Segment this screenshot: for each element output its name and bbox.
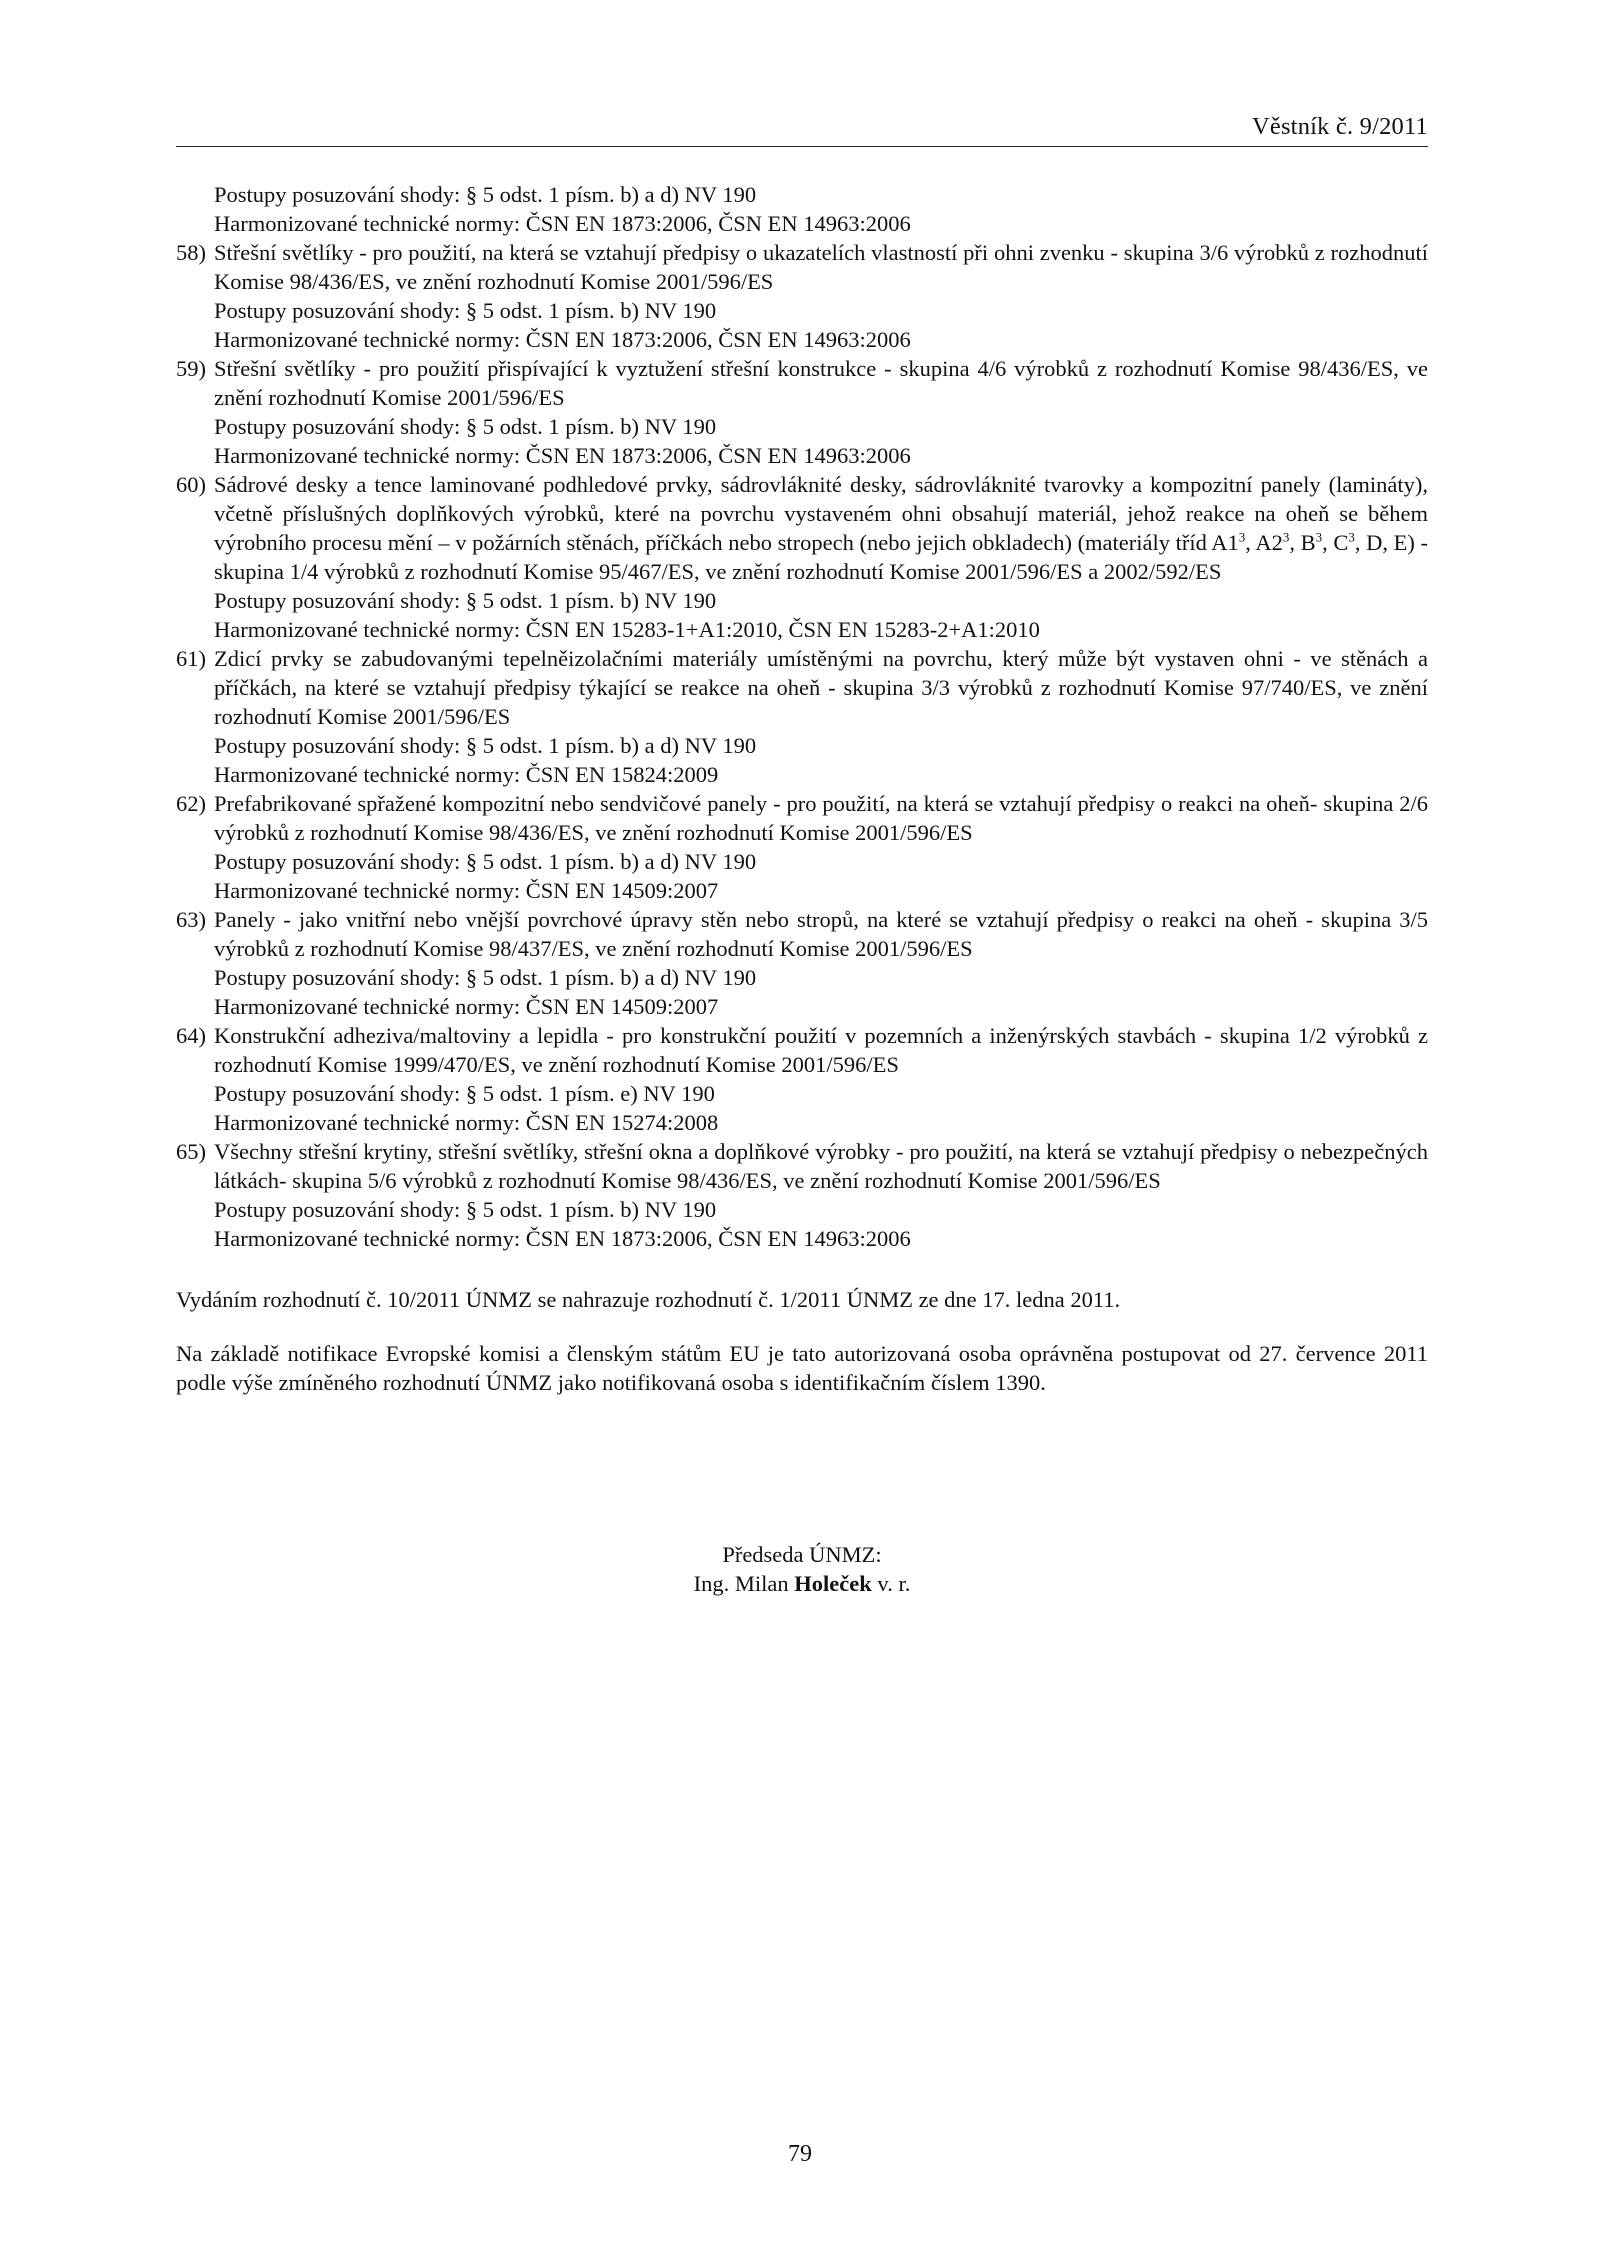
page-number: 79: [788, 2141, 812, 2167]
item-text: Všechny střešní krytiny, střešní světlíky, střešní okna a doplňkové výrobky - pro použití, na která se vztahují předpisy o nebezpečných látkách- skupina 5/6 výrobků z rozhodnutí Komise 98/436/ES, ve znění rozhodnutí Komise 2001/596/ES: [214, 1139, 1428, 1193]
item-text: Zdicí prvky se zabudovanými tepelněizolačními materiály umístěnými na povrchu, který může být vystaven ohni - ve stěnách a příčkách, na které se vztahují předpisy týkající se reakce na oheň - skupina 3/3 výrobků z rozhodnutí Komise 97/740/ES, ve znění rozhodnutí Komise 2001/596/ES: [214, 646, 1428, 729]
item-text: [214, 470, 1428, 586]
document-body: [176, 180, 1428, 1397]
signature-surname: Holeček: [794, 1571, 872, 1596]
item-number: 59): [176, 356, 206, 381]
signature-name: [176, 1569, 1428, 1598]
item-number: 60): [176, 472, 206, 497]
item-text-part: , A2: [1245, 530, 1283, 555]
item-text-part: , B: [1289, 530, 1316, 555]
norms-line: Harmonizované technické normy: ČSN EN 1873:2006, ČSN EN 14963:2006: [214, 327, 911, 352]
item-text-part: Sádrové desky a tence laminované podhledové prvky, sádrovláknité desky, sádrovláknité tvarovky a kompozitní panely (lamináty), včetně příslušných doplňkových výrobků, které na povrchu vystaveném ohni obsahují materiál, jehož reakce na oheň se během výrobního procesu mění – v požárních stěnách, příčkách nebo stropech (nebo jejich obkladech) (materiály tříd A1: [214, 472, 1428, 555]
signature-suffix: v. r.: [871, 1571, 911, 1596]
item-text: Střešní světlíky - pro použití, na která se vztahují předpisy o ukazatelích vlastností při ohni zvenku - skupina 3/6 výrobků z rozhodnutí Komise 98/436/ES, ve znění rozhodnutí Komise 2001/596/ES: [214, 240, 1428, 294]
norms-line: Harmonizované technické normy: ČSN EN 14509:2007: [214, 878, 719, 903]
superscript: 3: [1238, 529, 1246, 545]
superscript: 3: [1282, 529, 1290, 545]
superscript: 3: [1348, 529, 1355, 545]
norms-line: Harmonizované technické normy: ČSN EN 1873:2006, ČSN EN 14963:2006: [214, 211, 911, 236]
item-number: 61): [176, 646, 206, 671]
notification-paragraph: Na základě notifikace Evropské komisi a členským státům EU je tato autorizovaná osoba oprávněna postupovat od 27. července 2011 podle výše zmíněného rozhodnutí ÚNMZ jako notifikovaná osoba s identifikačním číslem 1390.: [176, 1341, 1428, 1395]
list-item-64: [176, 1021, 1428, 1079]
item-text: Panely - jako vnitřní nebo vnější povrchové úpravy stěn nebo stropů, na které se vztahují předpisy o reakci na oheň - skupina 3/5 výrobků z rozhodnutí Komise 98/437/ES, ve znění rozhodnutí Komise 2001/596/ES: [214, 907, 1428, 961]
assessment-line: Postupy posuzování shody: § 5 odst. 1 písm. b) NV 190: [214, 414, 717, 439]
assessment-line: Postupy posuzování shody: § 5 odst. 1 písm. b) NV 190: [214, 1197, 717, 1222]
assessment-line: Postupy posuzování shody: § 5 odst. 1 písm. b) NV 190: [214, 298, 717, 323]
list-item-62: [176, 789, 1428, 847]
norms-line: Harmonizované technické normy: ČSN EN 1873:2006, ČSN EN 14963:2006: [214, 443, 911, 468]
item-number: 62): [176, 791, 206, 816]
assessment-line: Postupy posuzování shody: § 5 odst. 1 písm. e) NV 190: [214, 1081, 715, 1106]
norms-line: Harmonizované technické normy: ČSN EN 1873:2006, ČSN EN 14963:2006: [214, 1226, 911, 1251]
page-header: [176, 108, 1428, 147]
list-item-59: [176, 354, 1428, 412]
superscript: 3: [1315, 529, 1323, 545]
item-number: 64): [176, 1023, 206, 1048]
assessment-line: Postupy posuzování shody: § 5 odst. 1 písm. b) a d) NV 190: [214, 965, 757, 990]
item-text-part: , C: [1322, 530, 1349, 555]
norms-line: Harmonizované technické normy: ČSN EN 15274:2008: [214, 1110, 719, 1135]
assessment-line: Postupy posuzování shody: § 5 odst. 1 písm. b) a d) NV 190: [214, 733, 757, 758]
item-text: Konstrukční adheziva/maltoviny a lepidla - pro konstrukční použití v pozemních a inženýrských stavbách - skupina 1/2 výrobků z rozhodnutí Komise 1999/470/ES, ve znění rozhodnutí Komise 2001/596/ES: [214, 1023, 1428, 1077]
norms-line: Harmonizované technické normy: ČSN EN 14509:2007: [214, 994, 719, 1019]
item-number: 65): [176, 1139, 206, 1164]
replacement-paragraph: Vydáním rozhodnutí č. 10/2011 ÚNMZ se nahrazuje rozhodnutí č. 1/2011 ÚNMZ ze dne 17. ledna 2011.: [176, 1287, 1121, 1312]
list-item-65: [176, 1137, 1428, 1195]
assessment-line: Postupy posuzování shody: § 5 odst. 1 písm. b) a d) NV 190: [214, 182, 757, 207]
list-item-63: [176, 905, 1428, 963]
norms-line: Harmonizované technické normy: ČSN EN 15283-1+A1:2010, ČSN EN 15283-2+A1:2010: [214, 617, 1040, 642]
assessment-line: Postupy posuzování shody: § 5 odst. 1 písm. b) NV 190: [214, 588, 717, 613]
item-text-part: , D, E) - skupina 1/4 výrobků z rozhodnutí Komise 95/467/ES, ve znění rozhodnutí Komise 2001/596/ES a 2002/592/ES: [214, 530, 1429, 584]
item-number: 58): [176, 240, 206, 265]
signature-name-prefix: Ing. Milan: [693, 1571, 795, 1596]
signature-role: Předseda ÚNMZ:: [722, 1542, 882, 1567]
item-number: 63): [176, 907, 206, 932]
item-text: Střešní světlíky - pro použití přispívající k vyztužení střešní konstrukce - skupina 4/6 výrobků z rozhodnutí Komise 98/436/ES, ve znění rozhodnutí Komise 2001/596/ES: [214, 356, 1428, 410]
assessment-line: Postupy posuzování shody: § 5 odst. 1 písm. b) a d) NV 190: [214, 849, 757, 874]
item-text: Prefabrikované spřažené kompozitní nebo sendvičové panely - pro použití, na která se vztahují předpisy o reakci na oheň- skupina 2/6 výrobků z rozhodnutí Komise 98/436/ES, ve znění rozhodnutí Komise 2001/596/ES: [214, 791, 1428, 845]
list-item-60: [176, 470, 1428, 586]
list-item-58: [176, 238, 1428, 296]
list-item-61: [176, 644, 1428, 731]
journal-issue-title: Věstník č. 9/2011: [1251, 113, 1428, 140]
signature-block: [176, 1540, 1428, 1598]
norms-line: Harmonizované technické normy: ČSN EN 15824:2009: [214, 762, 719, 787]
